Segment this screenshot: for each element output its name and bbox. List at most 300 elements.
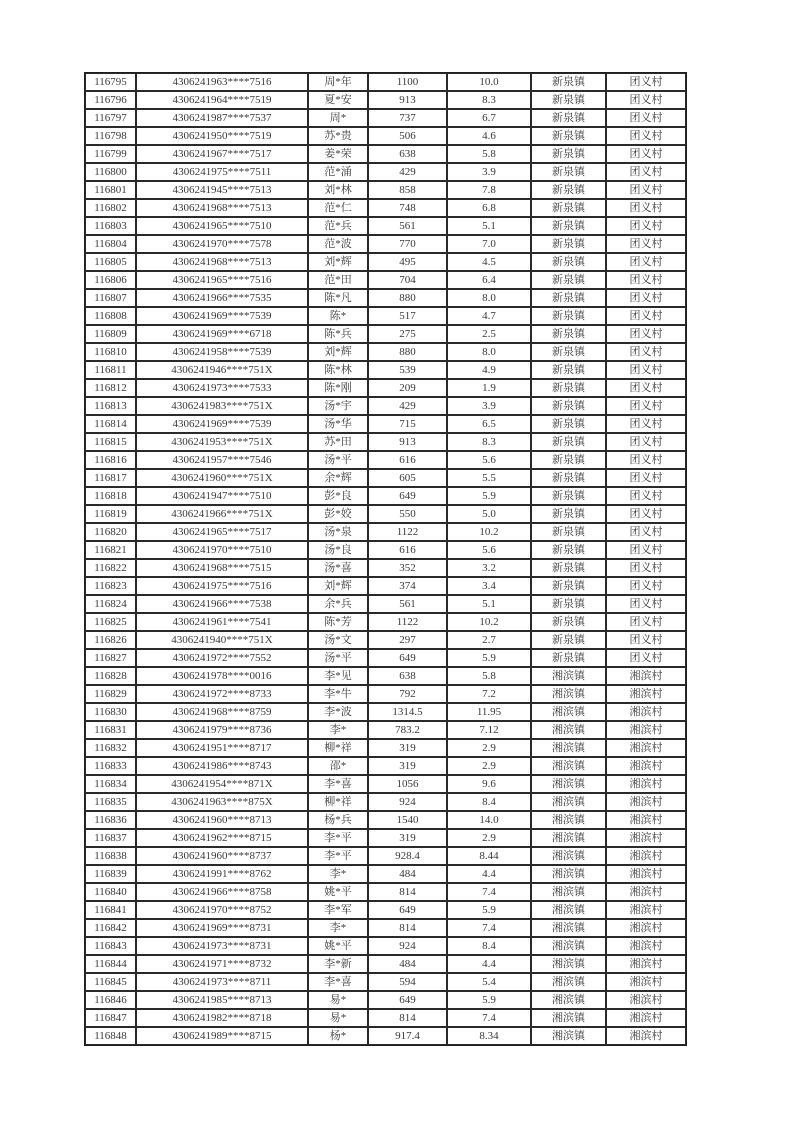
rate-cell: 5.1 [447,595,531,613]
table-row [85,847,686,865]
amount-cell: 1100 [368,73,447,91]
rate-cell: 3.9 [447,397,531,415]
name-cell: 邵* [308,757,368,775]
rate-cell: 6.8 [447,199,531,217]
rate-cell: 7.8 [447,181,531,199]
amount-cell: 913 [368,91,447,109]
seq-cell: 116840 [85,883,136,901]
town-cell: 新泉镇 [531,235,606,253]
table-row [85,325,686,343]
seq-cell: 116800 [85,163,136,181]
seq-cell: 116817 [85,469,136,487]
name-cell: 陈*刚 [308,379,368,397]
table-row [85,775,686,793]
town-cell: 湘滨镇 [531,829,606,847]
name-cell: 范*兵 [308,217,368,235]
rate-cell: 8.0 [447,343,531,361]
village-cell: 团义村 [606,271,686,289]
rate-cell: 8.4 [447,793,531,811]
seq-cell: 116805 [85,253,136,271]
town-cell: 新泉镇 [531,73,606,91]
table-row [85,937,686,955]
id-number-cell: 4306241951****8717 [136,739,308,757]
village-cell: 团义村 [606,433,686,451]
table-row [85,487,686,505]
table-row [85,793,686,811]
village-cell: 团义村 [606,235,686,253]
seq-cell: 116799 [85,145,136,163]
table-row [85,523,686,541]
rate-cell: 6.7 [447,109,531,127]
table-row [85,595,686,613]
name-cell: 彭*姣 [308,505,368,523]
amount-cell: 1056 [368,775,447,793]
name-cell: 李* [308,865,368,883]
seq-cell: 116842 [85,919,136,937]
town-cell: 新泉镇 [531,469,606,487]
rate-cell: 7.4 [447,883,531,901]
village-cell: 团义村 [606,217,686,235]
village-cell: 团义村 [606,469,686,487]
seq-cell: 116827 [85,649,136,667]
table-row [85,703,686,721]
table-row [85,541,686,559]
amount-cell: 880 [368,343,447,361]
id-number-cell: 4306241963****875X [136,793,308,811]
village-cell: 团义村 [606,289,686,307]
rate-cell: 5.0 [447,505,531,523]
name-cell: 苏*田 [308,433,368,451]
rate-cell: 5.9 [447,487,531,505]
name-cell: 李*喜 [308,973,368,991]
seq-cell: 116818 [85,487,136,505]
seq-cell: 116838 [85,847,136,865]
village-cell: 团义村 [606,91,686,109]
table-row [85,739,686,757]
town-cell: 新泉镇 [531,451,606,469]
name-cell: 陈*芳 [308,613,368,631]
seq-cell: 116814 [85,415,136,433]
town-cell: 湘滨镇 [531,793,606,811]
village-cell: 团义村 [606,325,686,343]
id-number-cell: 4306241953****751X [136,433,308,451]
amount-cell: 649 [368,991,447,1009]
seq-cell: 116836 [85,811,136,829]
village-cell: 湘滨村 [606,991,686,1009]
seq-cell: 116801 [85,181,136,199]
table-row [85,1009,686,1027]
rate-cell: 7.4 [447,919,531,937]
town-cell: 新泉镇 [531,91,606,109]
village-cell: 团义村 [606,361,686,379]
village-cell: 湘滨村 [606,1027,686,1045]
rate-cell: 4.6 [447,127,531,145]
name-cell: 余*兵 [308,595,368,613]
village-cell: 团义村 [606,541,686,559]
table-row [85,127,686,145]
town-cell: 新泉镇 [531,613,606,631]
amount-cell: 550 [368,505,447,523]
id-number-cell: 4306241970****8752 [136,901,308,919]
seq-cell: 116846 [85,991,136,1009]
table-row [85,415,686,433]
rate-cell: 5.5 [447,469,531,487]
rate-cell: 10.2 [447,523,531,541]
table-row [85,469,686,487]
rate-cell: 5.6 [447,541,531,559]
town-cell: 湘滨镇 [531,847,606,865]
table-row [85,91,686,109]
table-row [85,343,686,361]
name-cell: 汤*华 [308,415,368,433]
village-cell: 湘滨村 [606,955,686,973]
town-cell: 新泉镇 [531,289,606,307]
rate-cell: 2.9 [447,739,531,757]
id-number-cell: 4306241965****7517 [136,523,308,541]
table-row [85,307,686,325]
village-cell: 团义村 [606,487,686,505]
village-cell: 团义村 [606,181,686,199]
table-row [85,757,686,775]
table-row [85,289,686,307]
id-number-cell: 4306241969****7539 [136,415,308,433]
amount-cell: 649 [368,487,447,505]
amount-cell: 770 [368,235,447,253]
village-cell: 湘滨村 [606,847,686,865]
rate-cell: 8.3 [447,91,531,109]
name-cell: 李*波 [308,703,368,721]
table-row [85,433,686,451]
seq-cell: 116795 [85,73,136,91]
table-row [85,649,686,667]
id-number-cell: 4306241970****7510 [136,541,308,559]
amount-cell: 374 [368,577,447,595]
amount-cell: 605 [368,469,447,487]
seq-cell: 116802 [85,199,136,217]
id-number-cell: 4306241965****7510 [136,217,308,235]
village-cell: 团义村 [606,73,686,91]
id-number-cell: 4306241978****0016 [136,667,308,685]
rate-cell: 5.9 [447,649,531,667]
seq-cell: 116816 [85,451,136,469]
village-cell: 湘滨村 [606,883,686,901]
name-cell: 刘*辉 [308,577,368,595]
amount-cell: 319 [368,739,447,757]
id-number-cell: 4306241966****8758 [136,883,308,901]
village-cell: 团义村 [606,595,686,613]
rate-cell: 8.4 [447,937,531,955]
name-cell: 汤*宇 [308,397,368,415]
amount-cell: 352 [368,559,447,577]
name-cell: 范*波 [308,235,368,253]
town-cell: 新泉镇 [531,163,606,181]
table-row [85,667,686,685]
seq-cell: 116809 [85,325,136,343]
town-cell: 新泉镇 [531,379,606,397]
rate-cell: 1.9 [447,379,531,397]
seq-cell: 116831 [85,721,136,739]
name-cell: 汤*平 [308,649,368,667]
table-row [85,631,686,649]
rate-cell: 8.44 [447,847,531,865]
amount-cell: 924 [368,937,447,955]
rate-cell: 7.12 [447,721,531,739]
rate-cell: 5.9 [447,901,531,919]
town-cell: 新泉镇 [531,307,606,325]
seq-cell: 116813 [85,397,136,415]
amount-cell: 275 [368,325,447,343]
seq-cell: 116848 [85,1027,136,1045]
table-row [85,397,686,415]
seq-cell: 116819 [85,505,136,523]
table-row [85,829,686,847]
table-row [85,271,686,289]
table-row [85,865,686,883]
village-cell: 湘滨村 [606,667,686,685]
rate-cell: 5.8 [447,667,531,685]
town-cell: 湘滨镇 [531,919,606,937]
seq-cell: 116803 [85,217,136,235]
village-cell: 团义村 [606,577,686,595]
town-cell: 湘滨镇 [531,1027,606,1045]
seq-cell: 116810 [85,343,136,361]
town-cell: 新泉镇 [531,505,606,523]
name-cell: 柳*祥 [308,793,368,811]
seq-cell: 116804 [85,235,136,253]
village-cell: 团义村 [606,451,686,469]
table-row [85,181,686,199]
rate-cell: 5.1 [447,217,531,235]
id-number-cell: 4306241968****7515 [136,559,308,577]
seq-cell: 116798 [85,127,136,145]
village-cell: 团义村 [606,523,686,541]
amount-cell: 484 [368,865,447,883]
rate-cell: 11.95 [447,703,531,721]
amount-cell: 517 [368,307,447,325]
id-number-cell: 4306241966****751X [136,505,308,523]
town-cell: 湘滨镇 [531,757,606,775]
name-cell: 李*新 [308,955,368,973]
village-cell: 湘滨村 [606,937,686,955]
town-cell: 新泉镇 [531,253,606,271]
village-cell: 湘滨村 [606,829,686,847]
rate-cell: 4.4 [447,955,531,973]
name-cell: 李* [308,919,368,937]
name-cell: 夏*安 [308,91,368,109]
table-row [85,73,686,91]
rate-cell: 6.5 [447,415,531,433]
id-number-cell: 4306241961****7541 [136,613,308,631]
name-cell: 周* [308,109,368,127]
table-row [85,217,686,235]
amount-cell: 429 [368,163,447,181]
id-number-cell: 4306241969****8731 [136,919,308,937]
village-cell: 湘滨村 [606,703,686,721]
table-row [85,109,686,127]
name-cell: 陈*凡 [308,289,368,307]
seq-cell: 116837 [85,829,136,847]
amount-cell: 506 [368,127,447,145]
amount-cell: 814 [368,883,447,901]
seq-cell: 116829 [85,685,136,703]
id-number-cell: 4306241973****8711 [136,973,308,991]
village-cell: 湘滨村 [606,811,686,829]
rate-cell: 7.4 [447,1009,531,1027]
village-cell: 湘滨村 [606,865,686,883]
town-cell: 新泉镇 [531,271,606,289]
id-number-cell: 4306241968****7513 [136,253,308,271]
amount-cell: 1122 [368,613,447,631]
id-number-cell: 4306241991****8762 [136,865,308,883]
seq-cell: 116844 [85,955,136,973]
town-cell: 新泉镇 [531,199,606,217]
amount-cell: 814 [368,919,447,937]
amount-cell: 594 [368,973,447,991]
id-number-cell: 4306241946****751X [136,361,308,379]
seq-cell: 116845 [85,973,136,991]
seq-cell: 116835 [85,793,136,811]
town-cell: 新泉镇 [531,415,606,433]
amount-cell: 858 [368,181,447,199]
table-row [85,883,686,901]
village-cell: 团义村 [606,649,686,667]
village-cell: 团义村 [606,379,686,397]
id-number-cell: 4306241986****8743 [136,757,308,775]
rate-cell: 3.9 [447,163,531,181]
name-cell: 陈* [308,307,368,325]
table-row [85,613,686,631]
seq-cell: 116811 [85,361,136,379]
rate-cell: 10.0 [447,73,531,91]
town-cell: 新泉镇 [531,343,606,361]
name-cell: 李*见 [308,667,368,685]
table-row [85,1027,686,1045]
town-cell: 新泉镇 [531,325,606,343]
id-number-cell: 4306241985****8713 [136,991,308,1009]
town-cell: 湘滨镇 [531,865,606,883]
village-cell: 湘滨村 [606,757,686,775]
village-cell: 湘滨村 [606,685,686,703]
table-row [85,145,686,163]
rate-cell: 14.0 [447,811,531,829]
table-row [85,505,686,523]
amount-cell: 748 [368,199,447,217]
id-number-cell: 4306241967****7517 [136,145,308,163]
amount-cell: 917.4 [368,1027,447,1045]
town-cell: 湘滨镇 [531,685,606,703]
id-number-cell: 4306241973****8731 [136,937,308,955]
seq-cell: 116830 [85,703,136,721]
town-cell: 湘滨镇 [531,973,606,991]
table-row [85,685,686,703]
seq-cell: 116821 [85,541,136,559]
amount-cell: 539 [368,361,447,379]
id-number-cell: 4306241958****7539 [136,343,308,361]
amount-cell: 495 [368,253,447,271]
seq-cell: 116825 [85,613,136,631]
town-cell: 新泉镇 [531,127,606,145]
id-number-cell: 4306241969****7539 [136,307,308,325]
rate-cell: 5.4 [447,973,531,991]
name-cell: 李* [308,721,368,739]
amount-cell: 561 [368,595,447,613]
village-cell: 团义村 [606,253,686,271]
id-number-cell: 4306241979****8736 [136,721,308,739]
name-cell: 刘*辉 [308,253,368,271]
name-cell: 范*涌 [308,163,368,181]
id-number-cell: 4306241982****8718 [136,1009,308,1027]
name-cell: 刘*辉 [308,343,368,361]
table-row [85,721,686,739]
name-cell: 易* [308,991,368,1009]
id-number-cell: 4306241983****751X [136,397,308,415]
name-cell: 范*仁 [308,199,368,217]
village-cell: 湘滨村 [606,793,686,811]
village-cell: 湘滨村 [606,919,686,937]
amount-cell: 649 [368,901,447,919]
village-cell: 湘滨村 [606,739,686,757]
amount-cell: 737 [368,109,447,127]
rate-cell: 7.0 [447,235,531,253]
village-cell: 湘滨村 [606,901,686,919]
amount-cell: 297 [368,631,447,649]
rate-cell: 5.9 [447,991,531,1009]
table-row [85,955,686,973]
table-row [85,919,686,937]
amount-cell: 1314.5 [368,703,447,721]
seq-cell: 116807 [85,289,136,307]
village-cell: 团义村 [606,343,686,361]
town-cell: 新泉镇 [531,523,606,541]
rate-cell: 3.2 [447,559,531,577]
town-cell: 新泉镇 [531,631,606,649]
village-cell: 团义村 [606,163,686,181]
rate-cell: 4.5 [447,253,531,271]
village-cell: 团义村 [606,505,686,523]
id-number-cell: 4306241947****7510 [136,487,308,505]
amount-cell: 319 [368,829,447,847]
id-number-cell: 4306241969****6718 [136,325,308,343]
name-cell: 杨* [308,1027,368,1045]
name-cell: 汤*良 [308,541,368,559]
amount-cell: 649 [368,649,447,667]
town-cell: 新泉镇 [531,541,606,559]
town-cell: 新泉镇 [531,109,606,127]
id-number-cell: 4306241987****7537 [136,109,308,127]
seq-cell: 116843 [85,937,136,955]
town-cell: 新泉镇 [531,361,606,379]
village-cell: 团义村 [606,397,686,415]
name-cell: 李*喜 [308,775,368,793]
rate-cell: 3.4 [447,577,531,595]
amount-cell: 209 [368,379,447,397]
village-cell: 团义村 [606,415,686,433]
town-cell: 新泉镇 [531,487,606,505]
amount-cell: 319 [368,757,447,775]
rate-cell: 2.7 [447,631,531,649]
name-cell: 易* [308,1009,368,1027]
id-number-cell: 4306241975****7516 [136,577,308,595]
village-cell: 湘滨村 [606,1009,686,1027]
id-number-cell: 4306241940****751X [136,631,308,649]
village-cell: 团义村 [606,307,686,325]
amount-cell: 704 [368,271,447,289]
name-cell: 周*年 [308,73,368,91]
id-number-cell: 4306241973****7533 [136,379,308,397]
town-cell: 湘滨镇 [531,955,606,973]
village-cell: 湘滨村 [606,973,686,991]
id-number-cell: 4306241960****8737 [136,847,308,865]
